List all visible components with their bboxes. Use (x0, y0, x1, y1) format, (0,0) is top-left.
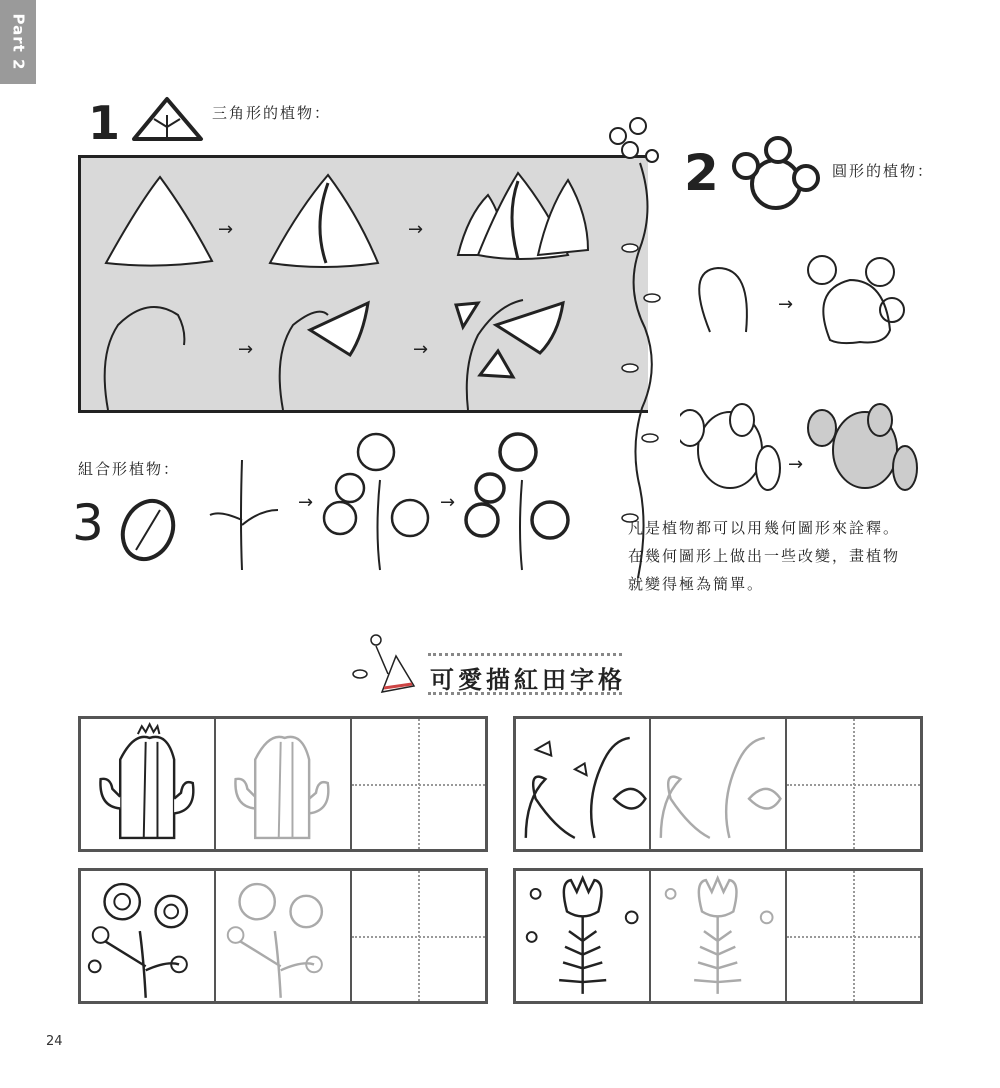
guide-horizontal (352, 936, 485, 938)
description-line-3: 就變得極為簡單。 (628, 575, 765, 593)
example-cell (516, 719, 651, 849)
vine-leaves-icon (516, 719, 649, 849)
description-line-1: 凡是植物都可以用幾何圖形來詮釋。 (628, 519, 901, 537)
step-3-number: 3 (72, 494, 104, 552)
round-leaf-icon (118, 494, 178, 564)
title-bottom-dotline (428, 692, 622, 695)
triangle-leaf-icon (130, 95, 205, 143)
blank-cell[interactable] (787, 871, 920, 1001)
svg-text:→: → (238, 339, 254, 360)
blank-cell[interactable] (352, 871, 485, 1001)
practice-row-cactus (78, 716, 488, 852)
rose-icon (81, 871, 214, 1001)
trace-cell[interactable] (216, 719, 351, 849)
example-cell (516, 871, 651, 1001)
guide-horizontal (787, 936, 920, 938)
example-cell (81, 871, 216, 1001)
description-line-2: 在幾何圖形上做出一些改變，畫植物 (628, 547, 901, 565)
practice-row-vine (513, 716, 923, 852)
section-1-label: 三角形的植物： (212, 104, 332, 122)
example-cell (81, 719, 216, 849)
triangle-plants-drawings (78, 155, 648, 413)
svg-text:→: → (408, 219, 424, 240)
round-cactus-icon (726, 136, 821, 216)
trace-cell[interactable] (216, 871, 351, 1001)
cactus-icon (81, 719, 214, 849)
guide-horizontal (787, 784, 920, 786)
trace-cell[interactable] (651, 719, 786, 849)
cactus-trace-icon (216, 719, 349, 849)
section-3-label: 組合形植物： (78, 460, 181, 478)
arrow-1: → (218, 219, 234, 240)
tulip-icon (516, 871, 649, 1001)
svg-text:→: → (413, 339, 429, 360)
vine-leaves-trace-icon (651, 719, 784, 849)
step-1-number: 1 (88, 96, 121, 150)
round-plants-drawings (680, 250, 960, 510)
cone-plant-icon (352, 634, 420, 696)
blank-cell[interactable] (787, 719, 920, 849)
part-tab (0, 0, 36, 84)
page-number: 24 (46, 1034, 63, 1049)
practice-title: 可愛描紅田字格 (430, 666, 626, 694)
trace-cell[interactable] (651, 871, 786, 1001)
combination-plants-drawings (200, 430, 600, 580)
svg-text:→: → (298, 492, 314, 513)
practice-row-rose (78, 868, 488, 1004)
title-top-dotline (428, 653, 622, 656)
svg-text:→: → (788, 454, 804, 475)
practice-row-tulip (513, 868, 923, 1004)
tulip-trace-icon (651, 871, 784, 1001)
svg-text:→: → (440, 492, 456, 513)
rose-trace-icon (216, 871, 349, 1001)
description (628, 514, 900, 598)
step-2-number: 2 (684, 144, 719, 202)
guide-horizontal (352, 784, 485, 786)
svg-text:→: → (778, 294, 794, 315)
part-tab-label: Part 2 (9, 13, 28, 71)
section-2-label: 圓形的植物： (832, 162, 935, 180)
blank-cell[interactable] (352, 719, 485, 849)
